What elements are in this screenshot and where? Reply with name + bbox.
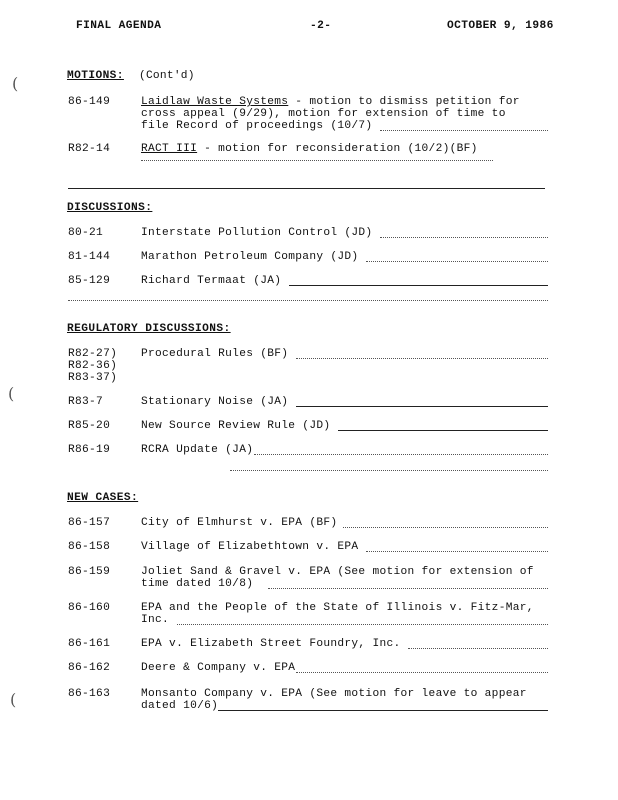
new-case-item-line: time dated 10/8) [141, 578, 254, 590]
case-number: 86-160 [68, 602, 111, 614]
fill-line [68, 188, 545, 189]
motion-item-line: file Record of proceedings (10/7) [141, 120, 373, 132]
header-title: FINAL AGENDA [76, 20, 162, 32]
case-number: R86-19 [68, 444, 111, 456]
new-case-item-line: dated 10/6) [141, 700, 219, 712]
regulatory-item: Procedural Rules (BF) [141, 348, 289, 360]
case-number: R83-7 [68, 396, 104, 408]
punch-hole-mark: ( [10, 690, 17, 709]
case-number: 86-149 [68, 96, 111, 108]
case-number: 86-161 [68, 638, 111, 650]
case-title: RACT III [141, 143, 198, 155]
fill-line [296, 358, 548, 359]
punch-hole-mark: ( [8, 384, 15, 403]
fill-line [296, 406, 548, 407]
discussions-heading: DISCUSSIONS: [67, 202, 153, 214]
new-case-item: EPA v. Elizabeth Street Foundry, Inc. [141, 638, 401, 650]
new-case-item: EPA and the People of the State of Illinois v. Fitz-Mar, [141, 602, 534, 614]
new-cases-heading: NEW CASES: [67, 492, 139, 504]
case-title: Laidlaw Waste Systems [141, 96, 289, 108]
discussion-item: Marathon Petroleum Company (JD) [141, 251, 359, 263]
page-number: -2- [310, 20, 332, 32]
case-number: 86-157 [68, 517, 111, 529]
regulatory-item: RCRA Update (JA) [141, 444, 254, 456]
fill-line [380, 130, 548, 131]
motion-item: RACT III - motion for reconsideration (10/2)(BF) [141, 143, 478, 155]
case-number: 86-159 [68, 566, 111, 578]
motion-item: Laidlaw Waste Systems - motion to dismiss petition for [141, 96, 520, 108]
case-number: 86-162 [68, 662, 111, 674]
fill-line [177, 624, 548, 625]
new-case-item: Deere & Company v. EPA [141, 662, 296, 674]
case-number: 86-163 [68, 688, 111, 700]
case-number: 80-21 [68, 227, 104, 239]
fill-line [218, 710, 548, 711]
case-number: R82-36) [68, 360, 118, 372]
discussion-item: Interstate Pollution Control (JD) [141, 227, 373, 239]
case-number: R83-37) [68, 372, 118, 384]
fill-line [289, 285, 548, 286]
new-case-item: City of Elmhurst v. EPA (BF) [141, 517, 338, 529]
new-case-item: Village of Elizabethtown v. EPA [141, 541, 359, 553]
case-number: R85-20 [68, 420, 111, 432]
motions-heading: MOTIONS: [67, 70, 124, 82]
case-number: R82-27) [68, 348, 118, 360]
new-case-item: Joliet Sand & Gravel v. EPA (See motion for extension of [141, 566, 534, 578]
case-number: 81-144 [68, 251, 111, 263]
regulatory-item: Stationary Noise (JA) [141, 396, 289, 408]
fill-line [408, 648, 548, 649]
fill-line [268, 588, 548, 589]
header-date: OCTOBER 9, 1986 [447, 20, 554, 32]
fill-line [366, 261, 548, 262]
fill-line [338, 430, 548, 431]
motions-continued: (Cont'd) [139, 70, 195, 82]
regulatory-heading: REGULATORY DISCUSSIONS: [67, 323, 231, 335]
regulatory-item: New Source Review Rule (JD) [141, 420, 331, 432]
new-case-item: Monsanto Company v. EPA (See motion for leave to appear [141, 688, 527, 700]
fill-line [230, 470, 548, 471]
discussion-item: Richard Termaat (JA) [141, 275, 282, 287]
fill-line [254, 454, 548, 455]
punch-hole-mark: ( [12, 74, 19, 93]
case-number: R82-14 [68, 143, 111, 155]
fill-line [343, 527, 548, 528]
motion-item-line: cross appeal (9/29), motion for extension of time to [141, 108, 506, 120]
new-case-item-line: Inc. [141, 614, 170, 626]
fill-line [380, 237, 548, 238]
fill-line [141, 160, 493, 161]
fill-line [296, 672, 548, 673]
case-number: 86-158 [68, 541, 111, 553]
fill-line [68, 300, 548, 301]
case-number: 85-129 [68, 275, 111, 287]
fill-line [366, 551, 548, 552]
